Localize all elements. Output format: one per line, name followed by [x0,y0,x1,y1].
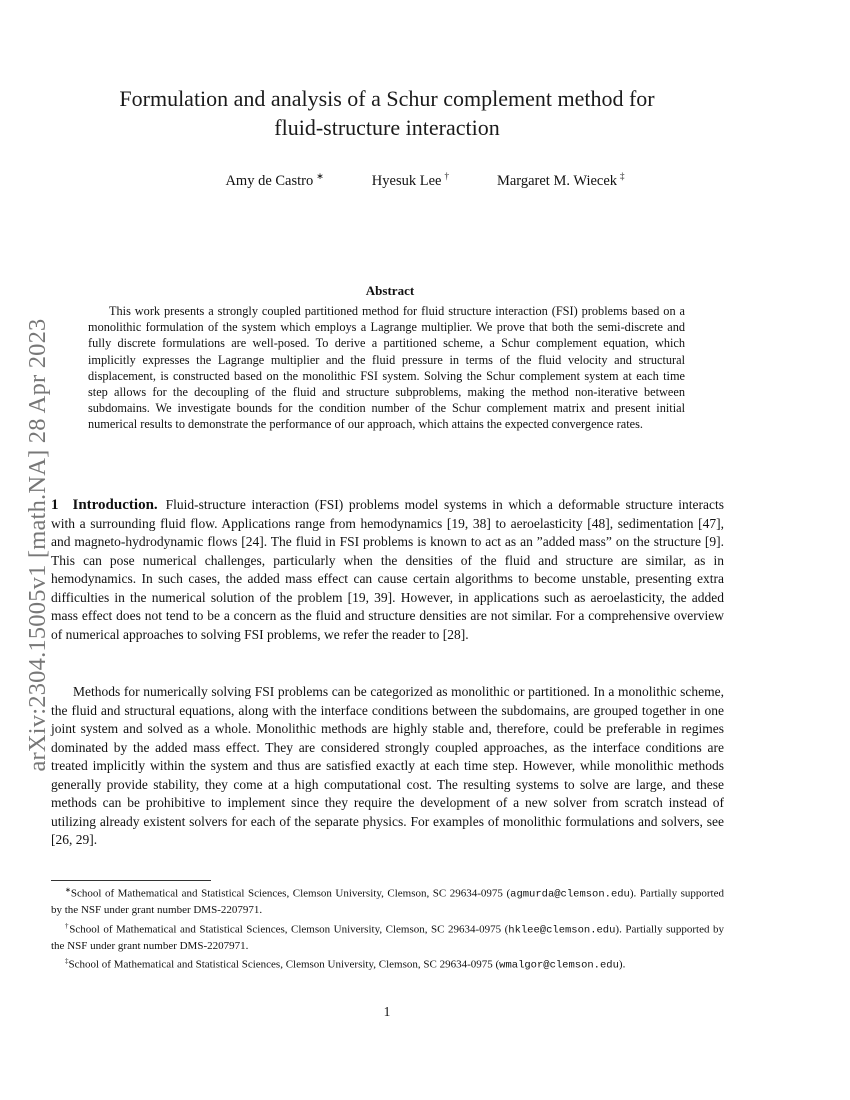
footnote-text: School of Mathematical and Statistical Sciences, Clemson University, Clemson, SC 29634-0975 ( [70,887,511,900]
abstract-text: This work presents a strongly coupled partitioned method for fluid structure interaction (FSI) problems based on a monolithic formulation of the system which employs a Lagrange multiplier. We prove that both the semi-discrete and fully discrete formulations are well-posed. To derive a partitioned scheme, a Schur complement equation, which implicitly expresses the Lagrange multiplier and the fluid pressure in terms of the fluid velocity and structural displacement, is constructed based on the monolithic FSI system. Solving the Schur complement system at each time step allows for the decoupling of the fluid and structure subproblems, making the method non-iterative between subdomains. We investigate bounds for the condition number of the Schur complement matrix and present initial numerical results to demonstrate the performance of our approach, which attains the expected convergence rates. [88,304,685,432]
page-number: 1 [383,1004,391,1019]
footnote-email: agmurda@clemson.edu [510,888,630,901]
footnote-text: School of Mathematical and Statistical Sciences, Clemson University, Clemson, SC 29634-0975 ( [68,958,500,971]
author-name: Margaret M. Wiecek [496,172,618,189]
footnote-mark: ∗ [65,886,71,894]
author-mark: ∗ [316,171,324,181]
author-name: Hyesuk Lee [371,172,442,189]
author-mark: ‡ [620,171,625,181]
footnotes [51,883,724,974]
author-2 [372,171,449,190]
footnote-mark: † [65,921,70,930]
intro-paragraph-2: Methods for numerically solving FSI problems can be categorized as monolithic or partitioned. In a monolithic scheme, the fluid and structural equations, along with the interface conditions between the subdomains, are grouped together in one joint system and solved as a whole. Monolithic methods are highly stable and, therefore, could be preferable in regimes dominated by the added mass effect. They are considered strongly coupled approaches, as the interface conditions are treated implicitly within the system and thus are satisfied exactly at each time step. However, while monolithic methods generally provide stability, they come at a high computational cost. The resulting systems to solve are large, and these methods can be prohibitive to implement since they require the development of a new solver from scratch instead of utilizing already existent solvers for each of the separate physics. For examples of monolithic formulations and solvers, see [26, 29]. [51,684,724,847]
footnote-email: wmalgor@clemson.edu [499,959,619,972]
arxiv-identifier-text: arXiv:2304.15005v1 [math.NA] 28 Apr 2023 [24,318,51,772]
author-3 [497,171,625,190]
section-number: 1 [51,497,59,513]
footnote-1 [51,883,724,919]
paper-title [80,84,694,142]
footnote-3 [51,954,724,974]
footnote-mark: ‡ [65,957,69,966]
author-name: Amy de Castro [225,172,314,189]
intro-paragraph-1-text: Fluid-structure interaction (FSI) problems model systems in which a deformable structure interacts with a surrounding fluid flow. Applications range from hemodynamics [19, 38] to aeroelasticity [48], sedimentation [47], and magneto-hydrodynamic flows [24]. The fluid in FSI problems is known to act as an ”added mass” on the structure [9]. This can pose numerical challenges, particularly when the densities of the fluid and structure are similar, as in hemodynamics. In such cases, the added mass effect can cause certain algorithms to become unstable, presenting extra difficulties in the numerical solution of the problem [19, 39]. However, in applications such as aeroelasticity, the added mass effect does not tend to be a concern as the fluid and structure densities are not similar. For a comprehensive overview of numerical approaches to solving FSI problems, we refer the reader to [28]. [51,497,724,642]
abstract-heading: Abstract [365,283,415,298]
footnote-text: ). Partially supported by the NSF under grant number DMS-2207971. [51,923,724,952]
author-mark: † [444,171,449,181]
author-list [0,171,850,190]
footnote-text: School of Mathematical and Statistical Sciences, Clemson University, Clemson, SC 29634-0975 ( [69,923,509,936]
author-1 [225,171,323,190]
title-line-1: Formulation and analysis of a Schur complement method for [119,86,655,111]
intro-paragraph-1 [51,496,724,644]
footnote-rule [51,880,211,881]
footnote-text: ). Partially supported by the NSF under grant number DMS-2207971. [51,887,725,917]
section-title: Introduction. [72,497,158,513]
footnote-2 [51,919,724,955]
footnote-text: ). [618,958,626,971]
footnote-email: hklee@clemson.edu [508,924,616,937]
title-line-2: fluid-structure interaction [274,115,500,140]
